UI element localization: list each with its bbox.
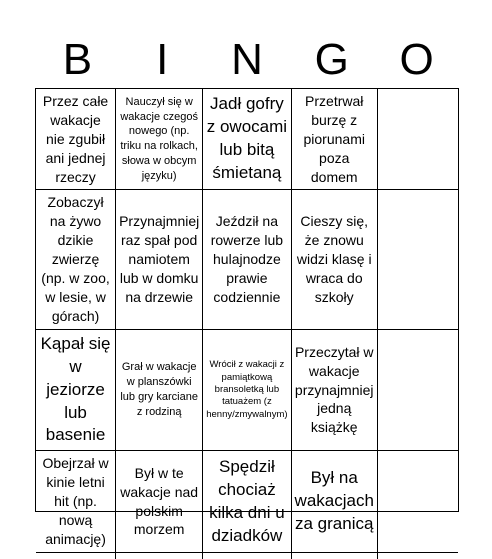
bingo-cell[interactable] bbox=[203, 330, 291, 452]
cell-text: Kąpał się w jeziorze lub basenie bbox=[40, 333, 111, 445]
cell-text: Cieszy się, że znowu widzi klasę i wraca do szkoły bbox=[296, 213, 372, 305]
bingo-cell[interactable] bbox=[36, 89, 116, 190]
title-letter-i: I bbox=[156, 35, 169, 84]
cell-text: Spędził chociaż kilka dni u dziadków bbox=[209, 456, 285, 545]
bingo-cell[interactable] bbox=[116, 89, 203, 190]
bingo-cell[interactable] bbox=[203, 553, 291, 559]
bingo-title bbox=[35, 34, 459, 86]
bingo-cell[interactable] bbox=[203, 190, 291, 329]
bingo-cell[interactable] bbox=[292, 330, 378, 452]
cell-text: Wrócił z wakacji z pamiątkową bransoletką lub tatuażem (z henny/zmywalnym) bbox=[206, 359, 288, 420]
cell-text: Jeździł na rowerze lub hulajnodze prawie codziennie bbox=[210, 213, 284, 305]
title-letter-o: O bbox=[399, 35, 434, 84]
bingo-cell[interactable] bbox=[36, 330, 116, 452]
cell-text: Jadł gofry z owocami lub bitą śmietaną bbox=[206, 94, 288, 183]
bingo-cell[interactable] bbox=[116, 451, 203, 552]
cell-text: Nauczył się w wakacje czegoś nowego (np. triku na rolkach, słowa w obcym języku) bbox=[120, 95, 198, 182]
bingo-cell[interactable] bbox=[36, 190, 116, 329]
bingo-cell[interactable] bbox=[378, 330, 458, 452]
title-letter-b: B bbox=[62, 35, 93, 84]
cell-text: Zobaczył na żywo dzikie zwierzę (np. w zoo, w lesie, w górach) bbox=[41, 194, 110, 324]
cell-text: Przeczytał w wakacje przynajmniej jedną książkę bbox=[294, 343, 374, 436]
bingo-cell[interactable] bbox=[378, 553, 458, 559]
bingo-cell[interactable] bbox=[116, 190, 203, 329]
cell-text: Był na wakacjach za granicą bbox=[294, 468, 374, 534]
bingo-cell[interactable] bbox=[292, 451, 378, 552]
bingo-cell[interactable] bbox=[378, 451, 458, 552]
bingo-cell[interactable] bbox=[116, 553, 203, 559]
cell-text: Obejrzał w kinie letni hit (np. nową animację) bbox=[42, 455, 109, 547]
bingo-cell[interactable] bbox=[292, 89, 378, 190]
bingo-board bbox=[35, 88, 459, 547]
bingo-cell[interactable] bbox=[292, 553, 378, 559]
bingo-cell[interactable] bbox=[378, 89, 458, 190]
bingo-cell[interactable] bbox=[36, 451, 116, 552]
bingo-cell[interactable] bbox=[203, 89, 291, 190]
bingo-cell[interactable] bbox=[116, 330, 203, 452]
cell-text: Był w te wakacje nad polskim morzem bbox=[120, 464, 199, 538]
cell-text: Grał w wakacje w planszówki lub gry karciane z rodziną bbox=[120, 361, 198, 418]
bingo-cell[interactable] bbox=[36, 553, 116, 559]
cell-text: Przez całe wakacje nie zgubił ani jednej rzeczy bbox=[42, 93, 109, 185]
bingo-cell[interactable] bbox=[292, 190, 378, 329]
title-letter-g: G bbox=[314, 35, 349, 84]
cell-text: Przetrwał burzę z piorunami poza domem bbox=[303, 93, 365, 185]
cell-text: Przynajmniej raz spał pod namiotem lub w domku na drzewie bbox=[119, 213, 200, 305]
bingo-cell[interactable] bbox=[378, 190, 458, 329]
title-letter-n: N bbox=[231, 35, 263, 84]
bingo-cell[interactable] bbox=[203, 451, 291, 552]
